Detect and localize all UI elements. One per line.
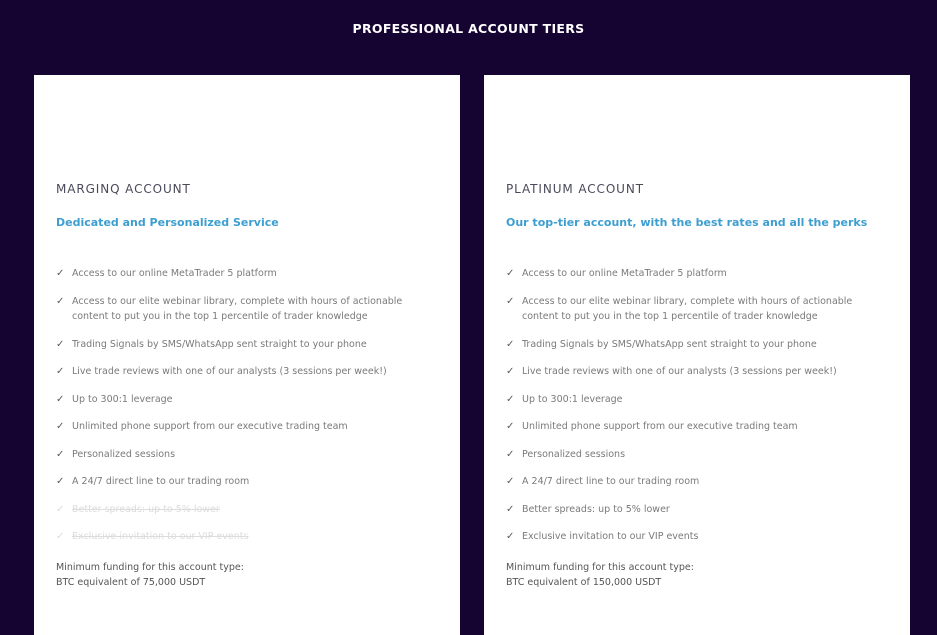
account-card-marginq xyxy=(34,75,460,635)
check-icon: ✓ xyxy=(56,448,65,460)
check-icon: ✓ xyxy=(56,476,65,487)
check-icon: ✓ xyxy=(506,531,515,542)
feature-text: Access to our elite webinar library, complete with hours of actionable content to put you in the top 1 percentile of trader knowledge xyxy=(522,295,853,322)
feature-text: Access to our online MetaTrader 5 platform xyxy=(72,268,277,279)
feature-item xyxy=(56,294,440,325)
feature-item xyxy=(506,364,890,380)
check-icon: ✓ xyxy=(56,421,65,432)
feature-item xyxy=(506,419,890,435)
funding-label: Minimum funding for this account type: xyxy=(56,562,244,573)
feature-text: Trading Signals by SMS/WhatsApp sent straight to your phone xyxy=(522,338,817,350)
page-title: PROFESSIONAL ACCOUNT TIERS xyxy=(352,21,585,36)
feature-text: Better spreads: up to 5% lower xyxy=(72,503,220,515)
feature-item xyxy=(56,419,440,435)
minimum-funding xyxy=(56,560,244,590)
card-title: PLATINUM ACCOUNT xyxy=(506,182,644,196)
feature-item xyxy=(506,529,890,545)
feature-text: Access to our online MetaTrader 5 platform xyxy=(522,268,727,279)
feature-list xyxy=(56,266,440,557)
check-icon: ✓ xyxy=(506,503,515,515)
funding-value: BTC equivalent of 75,000 USDT xyxy=(56,577,206,588)
feature-text: Better spreads: up to 5% lower xyxy=(522,503,670,515)
feature-text: Live trade reviews with one of our analysts (3 sessions per week!) xyxy=(522,366,837,377)
feature-item xyxy=(56,447,440,463)
check-icon: ✓ xyxy=(506,295,515,307)
feature-text: Exclusive invitation to our VIP events xyxy=(522,531,699,542)
check-icon: ✓ xyxy=(506,338,515,350)
feature-text: Personalized sessions xyxy=(522,448,626,460)
feature-text: Live trade reviews with one of our analysts (3 sessions per week!) xyxy=(72,366,387,377)
account-card-platinum xyxy=(484,75,910,635)
check-icon: ✓ xyxy=(506,476,515,487)
check-icon: ✓ xyxy=(56,531,65,542)
check-icon: ✓ xyxy=(506,448,515,460)
feature-list xyxy=(506,266,890,557)
funding-value: BTC equivalent of 150,000 USDT xyxy=(506,577,662,588)
check-icon: ✓ xyxy=(506,393,515,405)
feature-text: Personalized sessions xyxy=(72,448,176,460)
feature-text: Exclusive invitation to our VIP events xyxy=(72,531,249,542)
card-subtitle: Our top-tier account, with the best rates and all the perks xyxy=(506,216,868,229)
check-icon: ✓ xyxy=(506,421,515,432)
feature-item xyxy=(506,337,890,353)
feature-item xyxy=(56,392,440,408)
feature-item xyxy=(506,502,890,518)
check-icon: ✓ xyxy=(506,366,515,377)
check-icon: ✓ xyxy=(506,268,515,279)
check-icon: ✓ xyxy=(56,338,65,350)
feature-text: Unlimited phone support from our executive trading team xyxy=(522,421,798,432)
check-icon: ✓ xyxy=(56,503,65,515)
feature-text: Up to 300:1 leverage xyxy=(522,393,623,405)
feature-item xyxy=(56,474,440,490)
check-icon: ✓ xyxy=(56,295,65,307)
card-title: MARGINQ ACCOUNT xyxy=(56,182,191,196)
feature-text: Access to our elite webinar library, complete with hours of actionable content to put you in the top 1 percentile of trader knowledge xyxy=(72,295,403,322)
card-subtitle: Dedicated and Personalized Service xyxy=(56,216,279,229)
feature-item xyxy=(56,337,440,353)
minimum-funding xyxy=(506,560,694,590)
feature-item xyxy=(56,529,440,545)
feature-text: A 24/7 direct line to our trading room xyxy=(522,476,700,487)
feature-item xyxy=(506,392,890,408)
funding-label: Minimum funding for this account type: xyxy=(506,562,694,573)
feature-text: A 24/7 direct line to our trading room xyxy=(72,476,250,487)
feature-text: Up to 300:1 leverage xyxy=(72,393,173,405)
feature-item xyxy=(506,294,890,325)
feature-item xyxy=(56,266,440,282)
feature-text: Unlimited phone support from our executive trading team xyxy=(72,421,348,432)
feature-item xyxy=(56,364,440,380)
feature-text: Trading Signals by SMS/WhatsApp sent straight to your phone xyxy=(72,338,367,350)
check-icon: ✓ xyxy=(56,366,65,377)
feature-item xyxy=(506,474,890,490)
check-icon: ✓ xyxy=(56,268,65,279)
feature-item xyxy=(506,266,890,282)
feature-item xyxy=(506,447,890,463)
check-icon: ✓ xyxy=(56,393,65,405)
feature-item xyxy=(56,502,440,518)
